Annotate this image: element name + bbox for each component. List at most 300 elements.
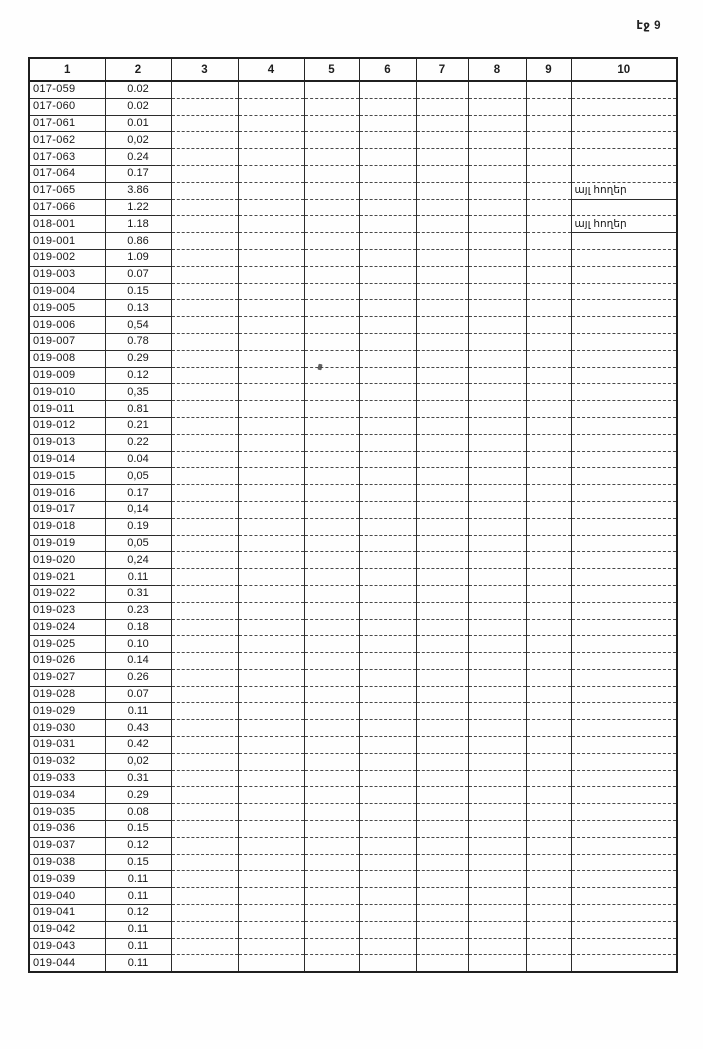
empty-cell bbox=[359, 585, 416, 602]
empty-cell bbox=[526, 955, 571, 972]
area-value-cell: 0.07 bbox=[105, 686, 171, 703]
table-row bbox=[29, 921, 677, 938]
empty-cell bbox=[171, 804, 238, 821]
page-number-label: էջ 9 bbox=[636, 20, 661, 32]
empty-cell bbox=[171, 182, 238, 199]
parcel-id-cell: 019-039 bbox=[29, 871, 105, 888]
empty-cell bbox=[238, 384, 304, 401]
empty-cell bbox=[359, 317, 416, 334]
empty-cell bbox=[359, 149, 416, 166]
area-value-cell: 0.14 bbox=[105, 653, 171, 670]
parcel-id-cell: 019-012 bbox=[29, 417, 105, 434]
area-value-cell: 0.11 bbox=[105, 955, 171, 972]
area-value-cell: 0,05 bbox=[105, 535, 171, 552]
area-value-cell: 0,02 bbox=[105, 132, 171, 149]
area-value-cell: 0.15 bbox=[105, 821, 171, 838]
parcel-id-cell: 018-001 bbox=[29, 216, 105, 233]
empty-cell bbox=[171, 888, 238, 905]
empty-cell bbox=[171, 905, 238, 922]
column-header-3: 3 bbox=[171, 58, 238, 81]
empty-cell bbox=[416, 770, 468, 787]
empty-cell bbox=[304, 720, 359, 737]
empty-cell bbox=[571, 535, 677, 552]
empty-cell bbox=[468, 686, 526, 703]
empty-cell bbox=[571, 821, 677, 838]
empty-cell bbox=[171, 787, 238, 804]
empty-cell bbox=[238, 585, 304, 602]
area-value-cell: 0.07 bbox=[105, 266, 171, 283]
empty-cell bbox=[468, 535, 526, 552]
empty-cell bbox=[238, 417, 304, 434]
empty-cell bbox=[171, 199, 238, 216]
empty-cell bbox=[416, 367, 468, 384]
empty-cell bbox=[171, 854, 238, 871]
empty-cell bbox=[416, 199, 468, 216]
empty-cell bbox=[238, 871, 304, 888]
empty-cell bbox=[359, 888, 416, 905]
table-row bbox=[29, 653, 677, 670]
empty-cell bbox=[171, 233, 238, 250]
empty-cell bbox=[304, 199, 359, 216]
table-row bbox=[29, 115, 677, 132]
empty-cell bbox=[304, 753, 359, 770]
empty-cell bbox=[416, 401, 468, 418]
empty-cell bbox=[416, 333, 468, 350]
empty-cell bbox=[238, 98, 304, 115]
parcel-id-cell: 019-003 bbox=[29, 266, 105, 283]
empty-cell bbox=[238, 434, 304, 451]
empty-cell bbox=[359, 367, 416, 384]
empty-cell bbox=[304, 350, 359, 367]
empty-cell bbox=[468, 317, 526, 334]
empty-cell bbox=[571, 938, 677, 955]
empty-cell bbox=[571, 770, 677, 787]
empty-cell bbox=[571, 485, 677, 502]
empty-cell bbox=[468, 703, 526, 720]
empty-cell bbox=[468, 283, 526, 300]
empty-cell bbox=[238, 636, 304, 653]
table-row bbox=[29, 854, 677, 871]
empty-cell bbox=[526, 249, 571, 266]
empty-cell bbox=[171, 837, 238, 854]
empty-cell bbox=[416, 552, 468, 569]
area-value-cell: 0.11 bbox=[105, 703, 171, 720]
empty-cell bbox=[468, 149, 526, 166]
empty-cell bbox=[238, 619, 304, 636]
empty-cell bbox=[359, 451, 416, 468]
empty-cell bbox=[304, 518, 359, 535]
empty-cell bbox=[526, 98, 571, 115]
empty-cell bbox=[416, 266, 468, 283]
empty-cell bbox=[171, 216, 238, 233]
empty-cell bbox=[526, 787, 571, 804]
empty-cell bbox=[238, 451, 304, 468]
empty-cell bbox=[171, 686, 238, 703]
table-row bbox=[29, 569, 677, 586]
area-value-cell: 0.26 bbox=[105, 669, 171, 686]
empty-cell bbox=[571, 871, 677, 888]
empty-cell bbox=[468, 266, 526, 283]
parcel-id-cell: 017-062 bbox=[29, 132, 105, 149]
empty-cell bbox=[359, 905, 416, 922]
empty-cell bbox=[468, 501, 526, 518]
empty-cell bbox=[571, 787, 677, 804]
empty-cell bbox=[526, 585, 571, 602]
empty-cell bbox=[416, 585, 468, 602]
empty-cell bbox=[416, 753, 468, 770]
empty-cell bbox=[359, 669, 416, 686]
empty-cell bbox=[416, 921, 468, 938]
table-row bbox=[29, 669, 677, 686]
empty-cell bbox=[304, 165, 359, 182]
empty-cell bbox=[171, 703, 238, 720]
empty-cell bbox=[416, 602, 468, 619]
empty-cell bbox=[359, 804, 416, 821]
empty-cell bbox=[171, 602, 238, 619]
empty-cell bbox=[304, 216, 359, 233]
area-value-cell: 0.11 bbox=[105, 938, 171, 955]
empty-cell bbox=[304, 501, 359, 518]
empty-cell bbox=[571, 921, 677, 938]
empty-cell bbox=[571, 367, 677, 384]
empty-cell bbox=[359, 518, 416, 535]
empty-cell bbox=[304, 434, 359, 451]
empty-cell bbox=[238, 737, 304, 754]
area-value-cell: 0.31 bbox=[105, 770, 171, 787]
empty-cell bbox=[359, 686, 416, 703]
empty-cell bbox=[416, 81, 468, 98]
area-value-cell: 0.12 bbox=[105, 367, 171, 384]
table-row bbox=[29, 417, 677, 434]
empty-cell bbox=[304, 283, 359, 300]
empty-cell bbox=[526, 182, 571, 199]
empty-cell bbox=[571, 753, 677, 770]
empty-cell bbox=[238, 686, 304, 703]
empty-cell bbox=[468, 401, 526, 418]
empty-cell bbox=[359, 182, 416, 199]
area-value-cell: 0.01 bbox=[105, 115, 171, 132]
empty-cell bbox=[359, 753, 416, 770]
empty-cell bbox=[468, 787, 526, 804]
parcel-id-cell: 017-059 bbox=[29, 81, 105, 98]
area-value-cell: 0.21 bbox=[105, 417, 171, 434]
empty-cell bbox=[416, 216, 468, 233]
empty-cell bbox=[171, 283, 238, 300]
empty-cell bbox=[468, 468, 526, 485]
empty-cell bbox=[359, 854, 416, 871]
empty-cell bbox=[571, 602, 677, 619]
empty-cell bbox=[468, 552, 526, 569]
table-row bbox=[29, 182, 677, 199]
empty-cell bbox=[238, 804, 304, 821]
parcel-id-cell: 019-023 bbox=[29, 602, 105, 619]
empty-cell bbox=[238, 401, 304, 418]
empty-cell bbox=[359, 837, 416, 854]
empty-cell bbox=[468, 451, 526, 468]
empty-cell bbox=[468, 367, 526, 384]
table-row bbox=[29, 401, 677, 418]
empty-cell bbox=[416, 165, 468, 182]
table-row bbox=[29, 468, 677, 485]
parcel-id-cell: 019-044 bbox=[29, 955, 105, 972]
empty-cell bbox=[526, 686, 571, 703]
parcel-id-cell: 019-032 bbox=[29, 753, 105, 770]
empty-cell bbox=[171, 871, 238, 888]
empty-cell bbox=[416, 737, 468, 754]
area-value-cell: 0.22 bbox=[105, 434, 171, 451]
table-row bbox=[29, 451, 677, 468]
empty-cell bbox=[571, 401, 677, 418]
empty-cell bbox=[526, 132, 571, 149]
empty-cell bbox=[238, 501, 304, 518]
empty-cell bbox=[304, 585, 359, 602]
empty-cell bbox=[416, 283, 468, 300]
empty-cell bbox=[238, 569, 304, 586]
empty-cell bbox=[238, 115, 304, 132]
parcel-id-cell: 019-029 bbox=[29, 703, 105, 720]
empty-cell bbox=[304, 384, 359, 401]
empty-cell bbox=[304, 703, 359, 720]
area-value-cell: 0.18 bbox=[105, 619, 171, 636]
parcel-id-cell: 019-038 bbox=[29, 854, 105, 871]
area-value-cell: 0,14 bbox=[105, 501, 171, 518]
empty-cell bbox=[304, 854, 359, 871]
empty-cell bbox=[304, 636, 359, 653]
empty-cell bbox=[304, 401, 359, 418]
empty-cell bbox=[571, 98, 677, 115]
empty-cell bbox=[359, 384, 416, 401]
empty-cell bbox=[359, 165, 416, 182]
empty-cell bbox=[526, 485, 571, 502]
empty-cell bbox=[238, 888, 304, 905]
empty-cell bbox=[238, 266, 304, 283]
cadastral-table bbox=[28, 57, 678, 973]
empty-cell bbox=[526, 417, 571, 434]
empty-cell bbox=[238, 535, 304, 552]
empty-cell bbox=[571, 569, 677, 586]
empty-cell bbox=[171, 132, 238, 149]
empty-cell bbox=[238, 552, 304, 569]
empty-cell bbox=[468, 249, 526, 266]
empty-cell bbox=[468, 569, 526, 586]
empty-cell bbox=[171, 249, 238, 266]
empty-cell bbox=[468, 636, 526, 653]
parcel-id-cell: 019-010 bbox=[29, 384, 105, 401]
parcel-id-cell: 019-015 bbox=[29, 468, 105, 485]
empty-cell bbox=[359, 703, 416, 720]
empty-cell bbox=[171, 434, 238, 451]
empty-cell bbox=[571, 350, 677, 367]
empty-cell bbox=[238, 233, 304, 250]
empty-cell bbox=[526, 384, 571, 401]
empty-cell bbox=[171, 653, 238, 670]
empty-cell bbox=[238, 165, 304, 182]
column-header-5: 5 bbox=[304, 58, 359, 81]
empty-cell bbox=[238, 921, 304, 938]
empty-cell bbox=[571, 233, 677, 250]
empty-cell bbox=[359, 921, 416, 938]
area-value-cell: 1.09 bbox=[105, 249, 171, 266]
empty-cell bbox=[468, 98, 526, 115]
empty-cell bbox=[526, 233, 571, 250]
parcel-id-cell: 019-018 bbox=[29, 518, 105, 535]
parcel-id-cell: 019-040 bbox=[29, 888, 105, 905]
column-header-10: 10 bbox=[571, 58, 677, 81]
table-row bbox=[29, 804, 677, 821]
empty-cell bbox=[304, 804, 359, 821]
empty-cell bbox=[416, 871, 468, 888]
parcel-id-cell: 019-042 bbox=[29, 921, 105, 938]
empty-cell bbox=[238, 602, 304, 619]
table-row bbox=[29, 149, 677, 166]
empty-cell bbox=[238, 485, 304, 502]
table-row bbox=[29, 787, 677, 804]
empty-cell bbox=[571, 199, 677, 216]
empty-cell bbox=[571, 703, 677, 720]
area-value-cell: 0.17 bbox=[105, 485, 171, 502]
table-row bbox=[29, 585, 677, 602]
empty-cell bbox=[171, 350, 238, 367]
empty-cell bbox=[238, 300, 304, 317]
area-value-cell: 0.29 bbox=[105, 350, 171, 367]
empty-cell bbox=[171, 770, 238, 787]
empty-cell bbox=[171, 619, 238, 636]
empty-cell bbox=[526, 81, 571, 98]
empty-cell bbox=[238, 149, 304, 166]
empty-cell bbox=[359, 720, 416, 737]
area-value-cell: 0.15 bbox=[105, 283, 171, 300]
empty-cell bbox=[526, 367, 571, 384]
table-row bbox=[29, 753, 677, 770]
empty-cell bbox=[359, 98, 416, 115]
table-row bbox=[29, 132, 677, 149]
empty-cell bbox=[238, 821, 304, 838]
empty-cell bbox=[468, 602, 526, 619]
empty-cell bbox=[304, 182, 359, 199]
empty-cell bbox=[171, 333, 238, 350]
empty-cell bbox=[171, 149, 238, 166]
empty-cell bbox=[416, 300, 468, 317]
empty-cell bbox=[304, 468, 359, 485]
empty-cell bbox=[468, 770, 526, 787]
empty-cell bbox=[571, 686, 677, 703]
empty-cell bbox=[468, 753, 526, 770]
table-row bbox=[29, 518, 677, 535]
empty-cell bbox=[304, 938, 359, 955]
empty-cell bbox=[526, 905, 571, 922]
empty-cell bbox=[571, 737, 677, 754]
empty-cell bbox=[359, 535, 416, 552]
empty-cell bbox=[171, 938, 238, 955]
empty-cell bbox=[171, 115, 238, 132]
empty-cell bbox=[171, 636, 238, 653]
empty-cell bbox=[571, 636, 677, 653]
empty-cell bbox=[526, 199, 571, 216]
area-value-cell: 0.10 bbox=[105, 636, 171, 653]
table-row bbox=[29, 333, 677, 350]
empty-cell bbox=[526, 317, 571, 334]
empty-cell bbox=[571, 619, 677, 636]
empty-cell bbox=[526, 451, 571, 468]
table-row bbox=[29, 233, 677, 250]
table-row bbox=[29, 905, 677, 922]
area-value-cell: 0.86 bbox=[105, 233, 171, 250]
empty-cell bbox=[468, 821, 526, 838]
empty-cell bbox=[526, 636, 571, 653]
empty-cell bbox=[468, 837, 526, 854]
empty-cell bbox=[416, 686, 468, 703]
empty-cell bbox=[468, 199, 526, 216]
empty-cell bbox=[171, 165, 238, 182]
empty-cell bbox=[416, 233, 468, 250]
area-value-cell: 0.04 bbox=[105, 451, 171, 468]
area-value-cell: 0.81 bbox=[105, 401, 171, 418]
empty-cell bbox=[171, 468, 238, 485]
empty-cell bbox=[304, 686, 359, 703]
empty-cell bbox=[416, 501, 468, 518]
empty-cell bbox=[468, 165, 526, 182]
column-header-4: 4 bbox=[238, 58, 304, 81]
empty-cell bbox=[359, 787, 416, 804]
empty-cell bbox=[416, 636, 468, 653]
empty-cell bbox=[359, 636, 416, 653]
parcel-id-cell: 019-013 bbox=[29, 434, 105, 451]
empty-cell bbox=[526, 149, 571, 166]
empty-cell bbox=[526, 333, 571, 350]
area-value-cell: 0.08 bbox=[105, 804, 171, 821]
parcel-id-cell: 019-031 bbox=[29, 737, 105, 754]
empty-cell bbox=[171, 501, 238, 518]
parcel-id-cell: 019-008 bbox=[29, 350, 105, 367]
empty-cell bbox=[526, 804, 571, 821]
parcel-id-cell: 019-014 bbox=[29, 451, 105, 468]
empty-cell bbox=[171, 367, 238, 384]
table-row bbox=[29, 602, 677, 619]
table-row bbox=[29, 300, 677, 317]
area-value-cell: 0.11 bbox=[105, 921, 171, 938]
empty-cell bbox=[416, 905, 468, 922]
empty-cell bbox=[571, 165, 677, 182]
empty-cell bbox=[571, 468, 677, 485]
area-value-cell: 0.13 bbox=[105, 300, 171, 317]
empty-cell bbox=[359, 770, 416, 787]
empty-cell bbox=[526, 350, 571, 367]
empty-cell bbox=[238, 753, 304, 770]
table-row bbox=[29, 938, 677, 955]
empty-cell bbox=[171, 955, 238, 972]
empty-cell bbox=[468, 518, 526, 535]
table-row bbox=[29, 249, 677, 266]
empty-cell bbox=[304, 669, 359, 686]
empty-cell bbox=[571, 888, 677, 905]
table-header-row bbox=[29, 58, 677, 81]
parcel-id-cell: 019-002 bbox=[29, 249, 105, 266]
area-value-cell: 0.43 bbox=[105, 720, 171, 737]
parcel-id-cell: 017-061 bbox=[29, 115, 105, 132]
parcel-id-cell: 019-007 bbox=[29, 333, 105, 350]
empty-cell bbox=[526, 552, 571, 569]
empty-cell bbox=[171, 585, 238, 602]
parcel-id-cell: 019-021 bbox=[29, 569, 105, 586]
empty-cell bbox=[571, 149, 677, 166]
empty-cell bbox=[416, 653, 468, 670]
area-value-cell: 0.11 bbox=[105, 888, 171, 905]
column-header-6: 6 bbox=[359, 58, 416, 81]
empty-cell bbox=[304, 955, 359, 972]
empty-cell bbox=[304, 871, 359, 888]
empty-cell bbox=[571, 837, 677, 854]
empty-cell bbox=[571, 417, 677, 434]
